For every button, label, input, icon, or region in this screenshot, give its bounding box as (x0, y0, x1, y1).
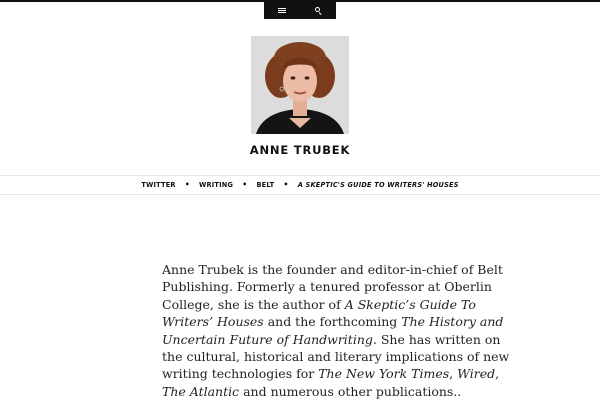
site-title[interactable]: ANNE TRUBEK (249, 143, 351, 157)
bio-paragraph (162, 261, 517, 400)
bio-text: Anne Trubek is the founder and editor-in-chief of Belt Publishing. Formerly a tenured professor at Oberlin College, she is the author of (162, 262, 503, 312)
publication-name: Wired (457, 366, 496, 382)
search-button[interactable] (300, 2, 336, 19)
search-icon (315, 7, 322, 14)
nav-separator: • (283, 180, 289, 189)
bio-text: , (495, 366, 500, 382)
publication-name: The New York Times (318, 366, 450, 382)
bio-text: . She has written on the cultural, historical and literary implications of new writing technologies for (162, 331, 510, 382)
avatar[interactable] (251, 36, 349, 134)
bio-text: and numerous other publications.. (239, 383, 462, 399)
avatar-portrait (251, 36, 349, 134)
nav-item-writing[interactable]: WRITING (199, 181, 234, 189)
nav-item-skeptics-guide[interactable]: A SKEPTIC'S GUIDE TO WRITERS' HOUSES (297, 181, 459, 189)
menu-icon (278, 8, 286, 14)
menu-button[interactable] (264, 2, 300, 19)
main-nav (0, 175, 600, 195)
top-toolbar (264, 2, 336, 19)
book-title: A Skeptic’s Guide To Writers’ Houses (162, 296, 476, 330)
nav-item-belt[interactable]: BELT (256, 181, 275, 189)
nav-separator: • (184, 180, 191, 189)
bio-text: , (449, 366, 458, 382)
nav-separator: • (242, 180, 248, 189)
bio-text: and the forthcoming (263, 314, 402, 330)
publication-name: The Atlantic (162, 383, 240, 399)
nav-item-twitter[interactable]: TWITTER (141, 181, 176, 189)
book-title: The History and Uncertain Future of Handwriting (162, 314, 504, 347)
